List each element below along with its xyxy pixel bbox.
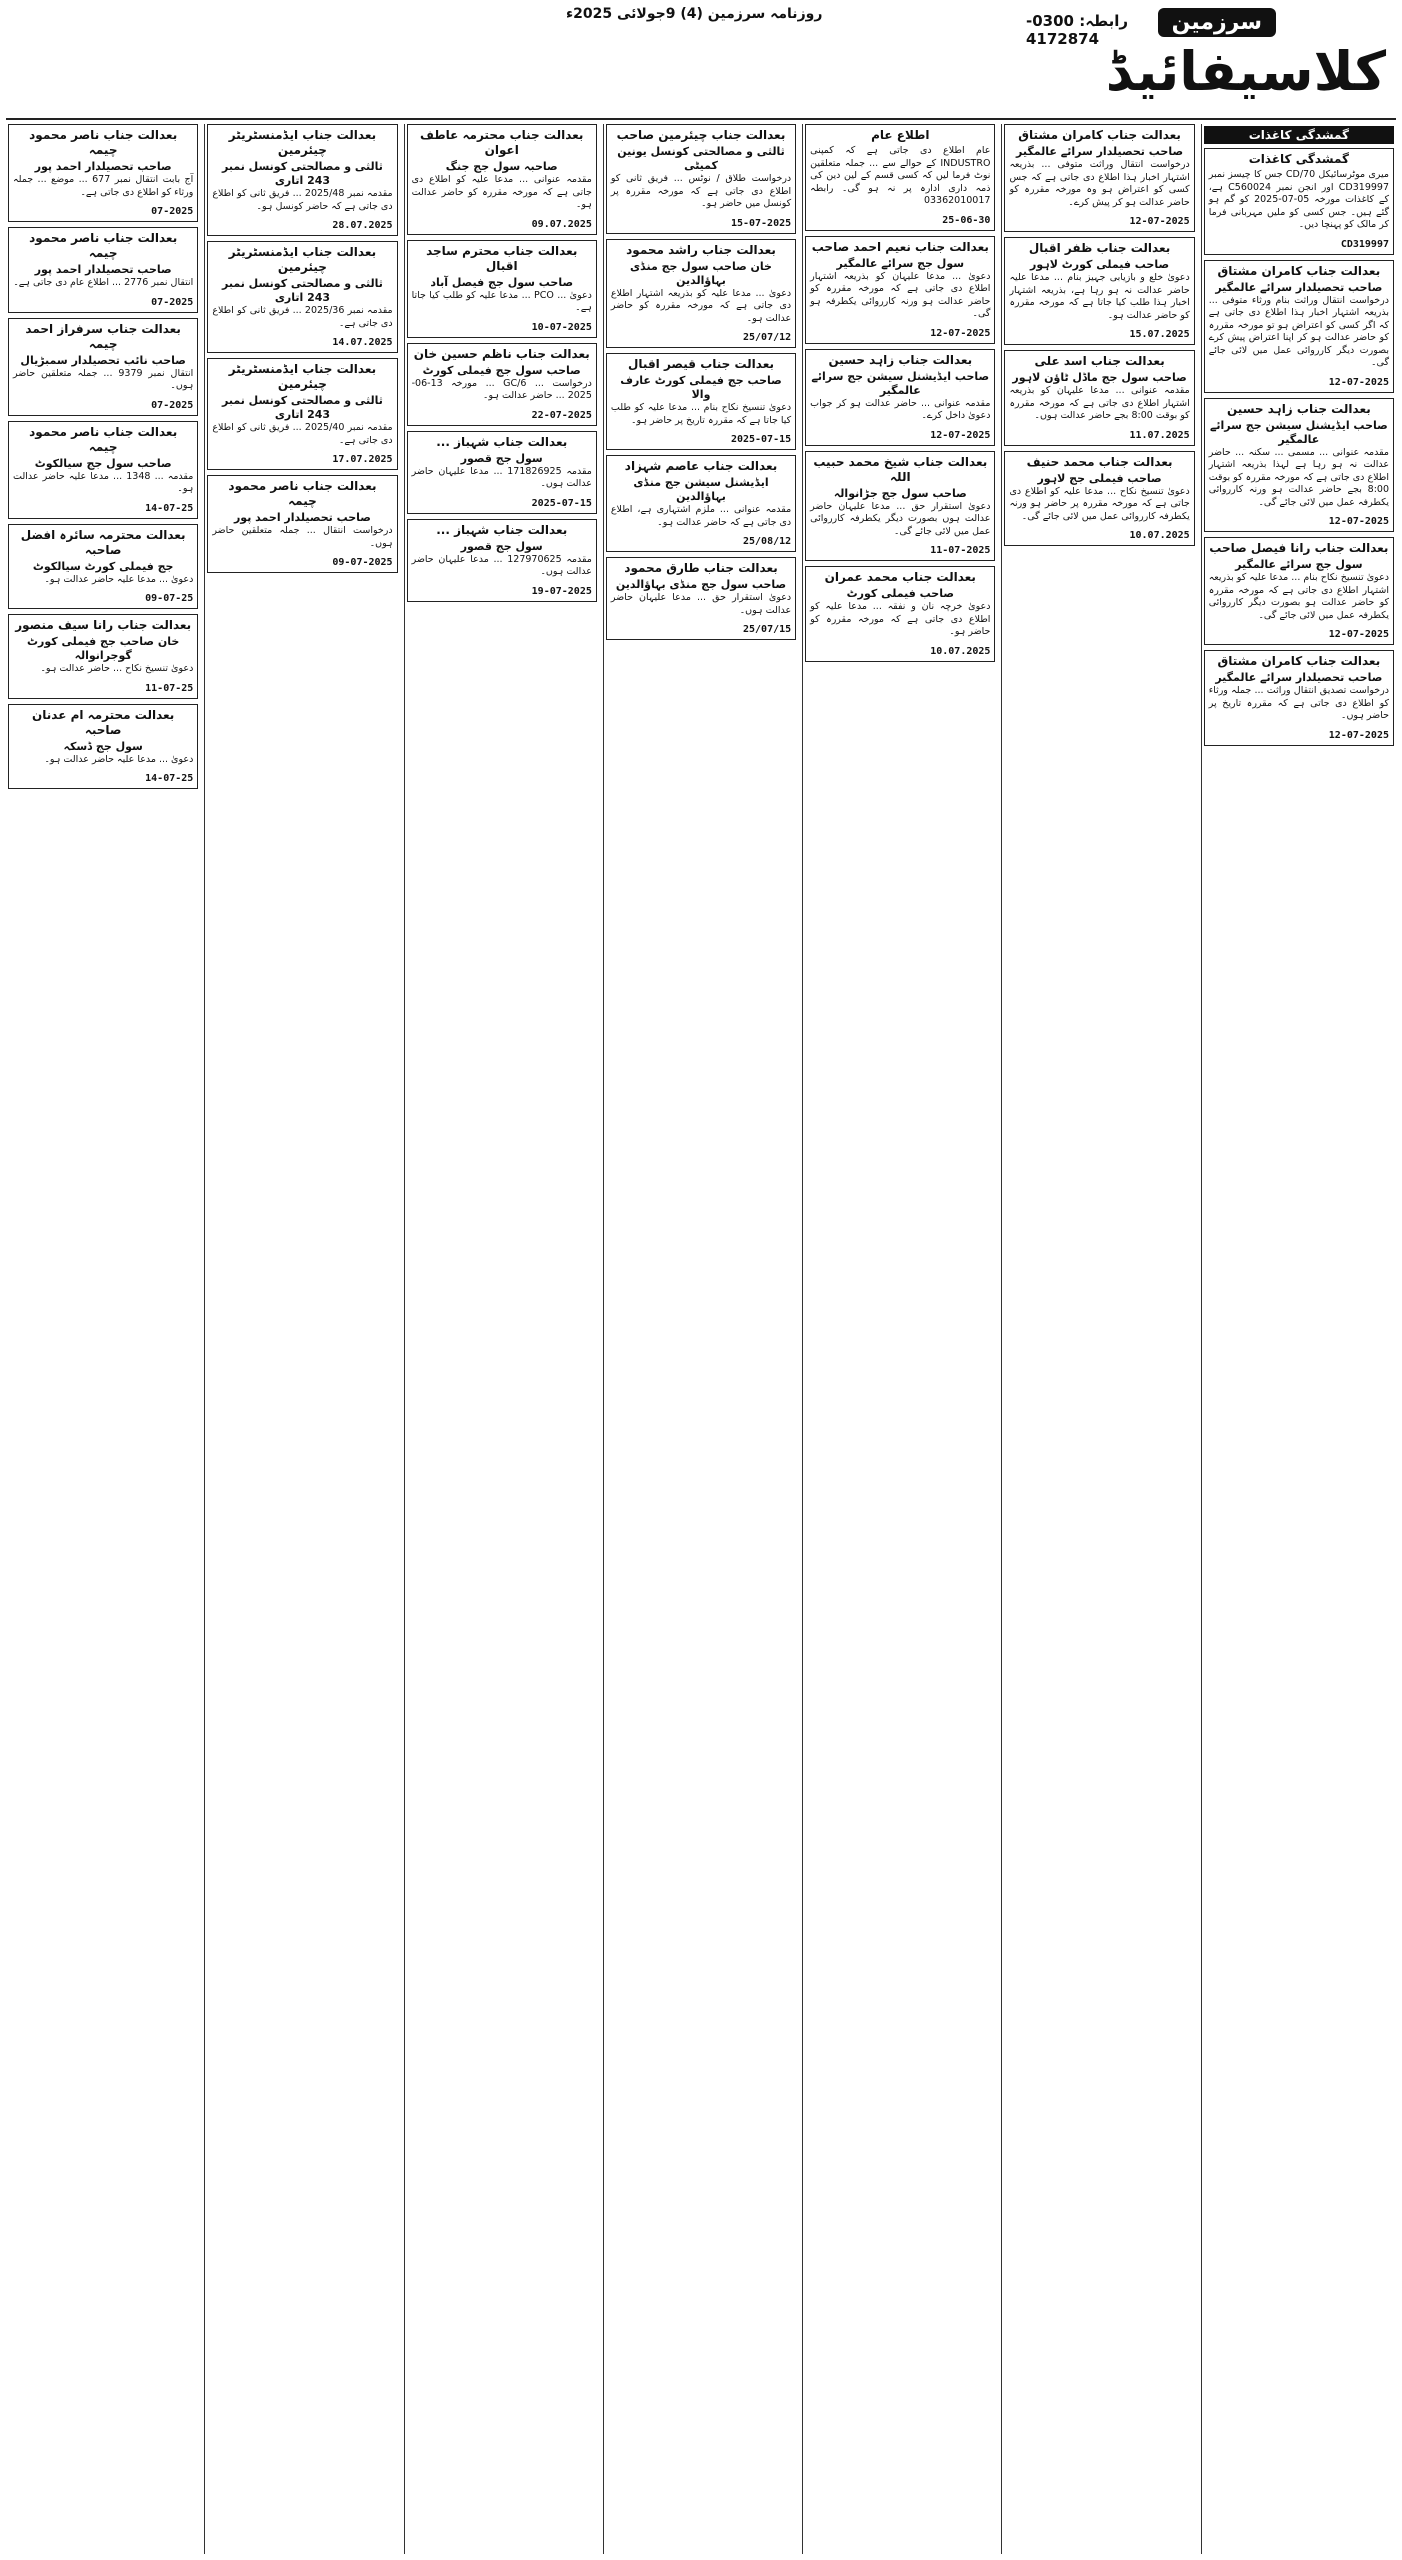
notice-judge-line: خان صاحب جج فیملی کورٹ گوجرانوالہ <box>27 635 180 662</box>
notice-judge-line: سول جج قصور <box>460 539 543 553</box>
brand-block <box>1026 8 1386 108</box>
notice-judge-line: ایڈیشنل سیشن جج منڈی بہاؤالدین <box>633 476 769 503</box>
notice-date-ref: 25-06-30 <box>942 214 991 226</box>
column-2 <box>1001 124 1196 2554</box>
notice-judge-line: صاحب تحصیلدار احمد پور <box>34 263 172 276</box>
notice-date-ref: 22-07-2025 <box>531 409 592 421</box>
notice-court-title: بعدالت جناب نعیم احمد صاحب <box>811 239 989 254</box>
notice-date-ref: 15-07-2025 <box>730 217 792 229</box>
notice-court-title: بعدالت جناب زاہد حسین <box>828 352 973 367</box>
notice-court-title: بعدالت جناب زاہد حسین <box>1227 401 1371 416</box>
notice-body: مقدمہ 171826925 ... مدعا علیہان حاضر عدالت ہوں۔ <box>411 465 592 489</box>
notice-court-title: بعدالت جناب سرفراز احمد چیمہ <box>25 321 181 351</box>
notice-judge-line: صاحب نائب تحصیلدار سمبڑیال <box>20 353 186 367</box>
notice-court-title: بعدالت جناب ایڈمنسٹریٹر چیئرمین <box>228 362 377 391</box>
notice-date-ref: 2025-07-15 <box>531 497 592 509</box>
court-notice <box>1004 237 1194 345</box>
notice-court-title: بعدالت جناب چیئرمین صاحب <box>616 128 786 142</box>
notice-judge-line: خان صاحب سول جج منڈی بہاؤالدین <box>630 259 772 287</box>
notice-judge-line: صاحب فیملی جج لاہور <box>1037 471 1162 485</box>
notice-date-ref: 14.07.2025 <box>332 337 393 348</box>
notice-body: دعویٰ خرچہ نان و نفقہ ... مدعا علیہ کو اطلاع دی جاتی ہے کہ مورخہ مقررہ کو حاضر ہو۔ <box>810 601 991 637</box>
masthead <box>6 0 1396 120</box>
notice-body: مقدمہ عنوانی ... مسمی ... سکنہ ... حاضر عدالت نہ ہو رہا ہے لہذا بذریعہ اشتہار اطلاع دی جاتی ہے کہ مورخہ مقررہ کو بوقت 8:00 بجے حاضر عدالت ہو ورنہ کارروائی یکطرفہ عمل میں لائی جائے گی۔ <box>1208 446 1389 508</box>
notice-court-title: بعدالت جناب ناصر محمود چیمہ <box>29 231 178 260</box>
notice-body: مقدمہ عنوانی ... ملزم اشتہاری ہے، اطلاع دی جاتی ہے کہ حاضر عدالت ہو۔ <box>610 504 792 528</box>
column-5 <box>404 124 599 2554</box>
court-notice <box>8 227 198 313</box>
notice-judge-line: ثالثی و مصالحتی کونسل یونین کمیٹی <box>617 145 785 172</box>
notice-body: دعویٰ ... مدعا علیہان کو بذریعہ اشتہار اطلاع دی جاتی ہے کہ مورخہ مقررہ کو حاضر عدالت ہو ورنہ کارروائی یکطرفہ ہو گی۔ <box>810 270 991 319</box>
notice-body: عام اطلاع دی جاتی ہے کہ کمپنی INDUSTRO کے حوالے سے ... جملہ متعلقین نوٹ فرما لیں کہ کسی قسم کے لین دین کی ذمہ داری ادارہ پر نہ ہو گی۔ رابطہ 03362010017 <box>810 145 991 206</box>
notice-body: دعویٰ تنسیخ نکاح بنام ... مدعا علیہ کو بذریعہ اشتہار اطلاع دی جاتی ہے کہ مورخہ مقررہ کو حاضر عدالت ہو بصورت دیگر کارروائی یکطرفہ عمل میں لائی جائے گی۔ <box>1208 572 1389 621</box>
notice-court-title: بعدالت جناب شیخ محمد حبیب اللہ <box>813 454 988 484</box>
section-title: کلاسیفائیڈ <box>1105 40 1386 103</box>
notice-body: مقدمہ 127970625 ... مدعا علیہان حاضر عدالت ہوں۔ <box>411 553 592 577</box>
court-notice <box>606 353 796 450</box>
notice-court-title: بعدالت جناب طارق محمود <box>624 561 778 575</box>
notice-judge-line: صاحب ایڈیشنل سیشن جج سرائے عالمگیر <box>1209 418 1388 446</box>
notice-court-title: بعدالت جناب ایڈمنسٹریٹر چیئرمین <box>228 128 377 157</box>
notice-court-title: بعدالت جناب کامران مشتاق <box>1217 654 1381 668</box>
notice-court-title: اطلاع عام <box>871 128 930 142</box>
notice-court-title: بعدالت جناب ناظم حسین خان <box>413 346 590 361</box>
notice-date-ref: 15.07.2025 <box>1129 329 1190 340</box>
court-notice <box>1204 148 1394 255</box>
notice-judge-line: صاحب ایڈیشنل سیشن جج سرائے عالمگیر <box>811 369 990 397</box>
notice-court-title: بعدالت جناب ایڈمنسٹریٹر چیئرمین <box>228 245 377 274</box>
court-notice <box>8 318 198 416</box>
notice-judge-line: صاحب تحصیلدار سرائے عالمگیر <box>1215 280 1383 294</box>
notice-date-ref: 09-07-2025 <box>332 557 393 568</box>
notice-body: درخواست طلاق / نوٹس ... فریق ثانی کو اطلاع دی جاتی ہے کہ مورخہ مقررہ پر کونسل میں حاضر ہو۔ <box>610 173 792 209</box>
notice-date-ref: 11-07-2025 <box>930 545 991 556</box>
court-notice <box>805 236 995 344</box>
court-notice <box>805 349 995 446</box>
notice-date-ref: 14-07-25 <box>145 773 194 784</box>
lost-documents-banner: گمشدگی کاغذات <box>1204 126 1394 144</box>
notice-judge-line: جج فیملی کورٹ سیالکوٹ <box>32 559 174 573</box>
notice-body: درخواست انتقال ... جملہ متعلقین حاضر ہوں۔ <box>212 525 393 549</box>
dateline: روزنامہ سرزمین (4) 9جولائی 2025ء <box>566 6 823 22</box>
notice-date-ref: 07-2025 <box>151 296 194 308</box>
notice-court-title: بعدالت جناب قیصر اقبال <box>628 357 775 371</box>
notice-court-title: بعدالت جناب رانا سیف منصور <box>15 618 192 632</box>
notice-court-title: بعدالت جناب ناصر محمود چیمہ <box>228 479 377 508</box>
court-notice <box>1204 398 1394 533</box>
court-notice <box>407 519 597 602</box>
court-notice <box>1204 650 1394 746</box>
court-notice <box>407 343 597 426</box>
column-6 <box>204 124 399 2554</box>
court-notice <box>8 124 198 222</box>
notice-date-ref: 12-07-2025 <box>1328 629 1389 640</box>
notice-date-ref: 12-07-2025 <box>930 327 991 339</box>
notice-judge-line: صاحب سول جج فیصل آباد <box>430 275 574 289</box>
notice-body: دعویٰ استقرار حق ... مدعا علیہان حاضر عدالت ہوں بصورت دیگر یکطرفہ کارروائی عمل میں لائی جائے گی۔ <box>810 500 991 537</box>
notice-body: میری موٹرسائیکل CD/70 جس کا چیسز نمبر CD319997 اور انجن نمبر C560024 ہے، کے کاغذات مورخہ 05-07-2025 کو گم ہو گئے ہیں۔ جس کسی کو ملیں مہربانی فرما کر مالک کو پہنچا دیں۔ <box>1208 169 1389 230</box>
notice-judge-line: صاحب تحصیلدار سرائے عالمگیر <box>1215 671 1383 684</box>
notice-date-ref: 19-07-2025 <box>531 585 592 597</box>
notice-date-ref: 28.07.2025 <box>332 220 393 231</box>
notice-date-ref: 25/08/12 <box>742 536 792 547</box>
court-notice <box>1204 537 1394 645</box>
notice-date-ref: 09.07.2025 <box>531 218 592 230</box>
court-notice <box>805 124 995 231</box>
notice-body: درخواست انتقال وراثت بنام ورثاء متوفی ... بذریعہ اشتہار اخبار ہذا اطلاع دی جاتی ہے کہ اگر کسی کو اعتراض ہو تو مورخہ مقررہ کو حاضر عدالت ہو کر اپنا اعتراض پیش کرے بصورت دیگر کارروائی عمل میں لائی جائے گی۔ <box>1208 294 1389 368</box>
notice-judge-line: صاحب تحصیلدار سرائے عالمگیر <box>1016 145 1184 158</box>
notice-judge-line: صاحب تحصیلدار احمد پور <box>34 160 172 173</box>
notice-date-ref: 07-2025 <box>151 206 194 217</box>
court-notice <box>606 239 796 349</box>
notice-judge-line: صاحب فیملی کورٹ لاہور <box>1030 258 1170 271</box>
column-1 <box>1201 124 1396 2554</box>
notice-judge-line: سول جج قصور <box>460 451 543 465</box>
notice-judge-line: ثالثی و مصالحتی کونسل نمبر 243 اتاری <box>222 277 383 304</box>
notice-court-title: بعدالت جناب کامران مشتاق <box>1018 128 1181 142</box>
notice-judge-line: صاحب سول جج فیملی کورٹ <box>422 363 581 377</box>
column-7 <box>6 124 200 2554</box>
contact-phone: رابطہ: 0300-4172874 <box>1026 12 1129 48</box>
notice-court-title: بعدالت محترمہ سائرہ افضل صاحبہ <box>20 527 186 557</box>
notice-date-ref: 12-07-2025 <box>1129 216 1190 227</box>
notice-body: مقدمہ نمبر 2025/40 ... فریق ثانی کو اطلاع دی جاتی ہے۔ <box>212 422 393 446</box>
court-notice <box>1004 451 1194 547</box>
notice-body: دعویٰ تنسیخ نکاح بنام ... مدعا علیہ کو طلب کیا جاتا ہے کہ مقررہ تاریخ پر حاضر ہو۔ <box>610 402 792 426</box>
notice-body: مقدمہ عنوانی ... حاضر عدالت ہو کر جواب دعویٰ داخل کرے۔ <box>810 397 991 421</box>
notice-judge-line: سول جج ڈسکہ <box>63 739 143 753</box>
notice-date-ref: 09-07-25 <box>145 593 194 604</box>
court-notice <box>207 241 397 353</box>
notice-court-title: بعدالت جناب محمد عمران <box>824 570 976 584</box>
brand-logo: سرزمین <box>1158 8 1276 37</box>
notice-body: دعویٰ تنسیخ نکاح ... حاضر عدالت ہو۔ <box>40 663 194 674</box>
notice-court-title: گمشدگی کاغذات <box>1248 152 1349 166</box>
notice-body: مقدمہ ... 1348 ... مدعا علیہ حاضر عدالت ہو۔ <box>13 470 194 494</box>
court-notice <box>606 455 796 552</box>
notice-body: مقدمہ عنوانی ... مدعا علیہ کو اطلاع دی جاتی ہے کہ مورخہ مقررہ کو حاضر عدالت ہو۔ <box>411 174 592 210</box>
notice-court-title: بعدالت جناب رانا فیصل صاحب <box>1209 541 1389 555</box>
court-notice <box>606 124 796 234</box>
notice-body: دعویٰ ... مدعا علیہ حاضر عدالت ہو۔ <box>44 753 194 765</box>
notice-court-title: بعدالت جناب محمد حنیف <box>1026 454 1173 469</box>
notice-court-title: بعدالت جناب ظفر اقبال <box>1028 241 1171 255</box>
court-notice <box>1204 260 1394 393</box>
notice-court-title: بعدالت جناب ناصر محمود چیمہ <box>29 424 178 454</box>
notice-body: دعویٰ استقرار حق ... مدعا علیہان حاضر عدالت ہوں۔ <box>610 592 792 616</box>
notice-judge-line: صاحبہ سول جج جنگ <box>445 160 558 173</box>
notice-date-ref: 07-2025 <box>151 399 194 411</box>
notice-date-ref: 11-07-25 <box>145 682 194 694</box>
notice-court-title: بعدالت جناب محترمہ عاطف اعوان <box>420 128 584 157</box>
court-notice <box>1004 350 1194 446</box>
notice-judge-line: ثالثی و مصالحتی کونسل نمبر 243 اتاری <box>222 394 383 421</box>
court-notice <box>207 475 397 573</box>
notice-judge-line: سول جج سرائے عالمگیر <box>836 256 965 270</box>
notice-date-ref: 14-07-25 <box>145 502 194 514</box>
notice-court-title: بعدالت جناب شہباز ... <box>436 522 568 537</box>
court-notice <box>1004 124 1194 232</box>
court-notice <box>8 524 198 610</box>
columns-container <box>6 124 1396 2554</box>
court-notice <box>207 358 397 470</box>
notice-date-ref: 10-07-2025 <box>531 321 592 333</box>
notice-judge-line: صاحب تحصیلدار احمد پور <box>233 511 371 524</box>
notice-body: دعویٰ تنسیخ نکاح ... مدعا علیہ کو اطلاع دی جاتی ہے کہ مورخہ مقررہ پر حاضر ہو ورنہ یکطرفہ کارروائی عمل میں لائی جائے گی۔ <box>1009 485 1190 522</box>
notice-judge-line: سول جج سرائے عالمگیر <box>1235 558 1363 571</box>
notice-body: درخواست ... 6/GC ... مورخہ 13-06-2025 ... حاضر عدالت ہو۔ <box>411 377 592 401</box>
court-notice <box>407 124 597 235</box>
court-notice <box>8 421 198 519</box>
notice-body: دعویٰ خلع و بازیابی جہیز بنام ... مدعا علیہ حاضر عدالت نہ ہو رہا ہے، بذریعہ اشتہار اخبار ہذا طلب کیا جاتا ہے کہ مورخہ مقررہ کو حاضر عدالت ہو۔ <box>1009 272 1190 321</box>
notice-judge-line: صاحب سول جج منڈی بہاؤالدین <box>615 578 787 591</box>
notice-date-ref: 10.07.2025 <box>1129 530 1190 541</box>
column-4 <box>603 124 798 2554</box>
court-notice <box>606 557 796 640</box>
court-notice <box>207 124 397 236</box>
notice-judge-line: صاحب سول جج ماڈل ٹاؤن لاہور <box>1012 371 1187 384</box>
notice-date-ref: 12-07-2025 <box>1328 376 1389 388</box>
notice-body: درخواست انتقال وراثت متوفی ... بذریعہ اشتہار اخبار ہذا اطلاع دی جاتی ہے کہ جس کسی کو اعتراض ہو وہ مورخہ مقررہ کو حاضر عدالت ہو کر پیش کرے۔ <box>1009 159 1190 208</box>
notice-judge-line: صاحب سول جج سیالکوٹ <box>34 456 172 470</box>
notice-date-ref: CD319997 <box>1340 238 1389 250</box>
notice-judge-line: صاحب سول جج جڑانوالہ <box>833 486 967 500</box>
notice-body: مقدمہ نمبر 2025/36 ... فریق ثانی کو اطلاع دی جاتی ہے۔ <box>212 305 393 329</box>
notice-date-ref: 10.07.2025 <box>930 645 991 657</box>
court-notice <box>407 431 597 514</box>
notice-court-title: بعدالت جناب عاصم شہزاد <box>624 459 778 473</box>
notice-date-ref: 17.07.2025 <box>332 454 393 465</box>
notice-body: انتقال نمبر 9379 ... جملہ متعلقین حاضر ہوں۔ <box>13 367 194 391</box>
notice-court-title: بعدالت جناب اسد علی <box>1034 354 1165 368</box>
notice-date-ref: 11.07.2025 <box>1129 429 1190 441</box>
notice-court-title: بعدالت جناب راشد محمود <box>626 242 776 257</box>
notice-body: دعویٰ ... PCO ... مدعا علیہ کو طلب کیا جاتا ہے۔ <box>411 289 592 313</box>
notice-body: مقدمہ نمبر 2025/48 ... فریق ثانی کو اطلاع دی جاتی ہے کہ حاضر کونسل ہو۔ <box>212 188 393 212</box>
court-notice <box>805 566 995 662</box>
notice-judge-line: صاحب جج فیملی کورٹ عارف والا <box>620 374 782 401</box>
notice-body: آج بابت انتقال نمبر 677 ... موضع ... جملہ ورثاء کو اطلاع دی جاتی ہے۔ <box>13 174 194 198</box>
court-notice <box>8 704 198 790</box>
notice-date-ref: 25/07/12 <box>742 332 792 343</box>
court-notice <box>407 240 597 338</box>
notice-court-title: بعدالت جناب ناصر محمود چیمہ <box>29 128 178 157</box>
column-3 <box>802 124 997 2554</box>
notice-date-ref: 12-07-2025 <box>930 429 991 441</box>
notice-judge-line: ثالثی و مصالحتی کونسل نمبر 243 اتاری <box>222 160 383 187</box>
notice-body: دعویٰ ... مدعا علیہ حاضر عدالت ہو۔ <box>44 573 194 585</box>
court-notice <box>8 614 198 699</box>
notice-date-ref: 12-07-2025 <box>1328 729 1389 741</box>
notice-court-title: بعدالت جناب محترم ساجد اقبال <box>426 243 578 273</box>
notice-body: دعویٰ ... مدعا علیہ کو بذریعہ اشتہار اطلاع دی جاتی ہے کہ مورخہ مقررہ کو حاضر عدالت ہو۔ <box>610 287 792 324</box>
notice-court-title: بعدالت محترمہ ام عدنان صاحبہ <box>32 707 175 737</box>
notice-body: درخواست تصدیق انتقال وراثت ... جملہ ورثاء کو اطلاع دی جاتی ہے کہ مقررہ تاریخ پر حاضر ہوں۔ <box>1208 685 1389 721</box>
notice-body: مقدمہ عنوانی ... مدعا علیہان کو بذریعہ اشتہار اطلاع دی جاتی ہے کہ مورخہ مقررہ کو بوقت 8:00 بجے حاضر عدالت ہوں۔ <box>1009 385 1190 421</box>
notice-body: انتقال نمبر 2776 ... اطلاع عام دی جاتی ہے۔ <box>13 277 194 288</box>
notice-date-ref: 2025-07-15 <box>730 434 792 445</box>
notice-judge-line: صاحب فیملی کورٹ <box>846 587 954 600</box>
notice-court-title: بعدالت جناب شہباز ... <box>436 434 568 449</box>
notice-court-title: بعدالت جناب کامران مشتاق <box>1217 263 1381 278</box>
notice-date-ref: 12-07-2025 <box>1328 516 1389 527</box>
notice-date-ref: 25/07/15 <box>742 624 792 635</box>
court-notice <box>805 451 995 562</box>
